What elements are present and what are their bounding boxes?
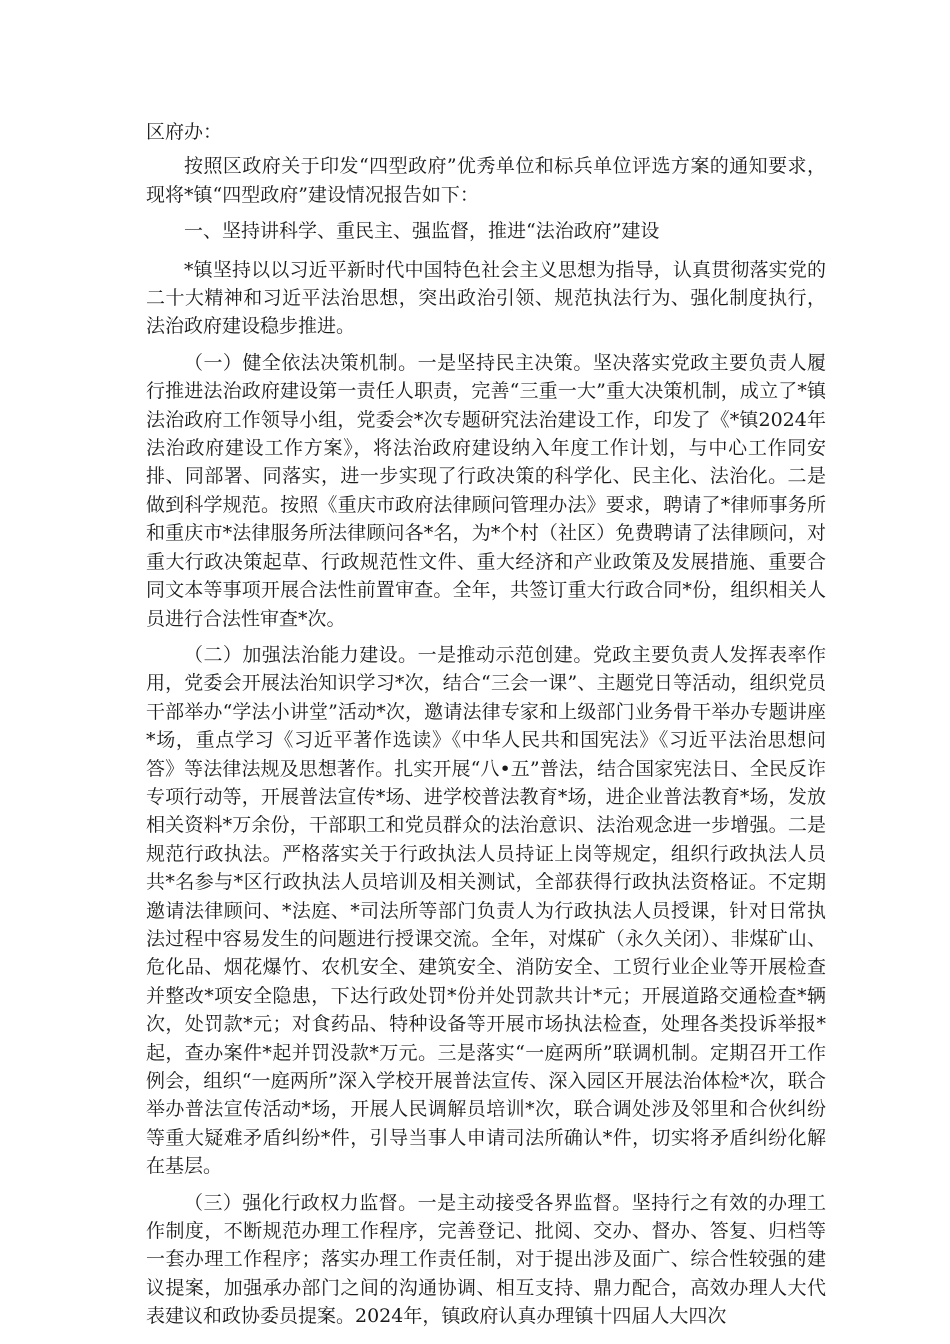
subsection-2-capacity-building: （二）加强法治能力建设。一是推动示范创建。党政主要负责人发挥表率作用，党委会开展法治知识学习*次，结合“三会一课”、主题党日等活动，组织党员干部举办“学法小讲堂”活动*次，邀请法律专家和上级部门业务骨干举办专题讲座*场，重点学习《习近平著作选读》《中华人民共和国宪法》《习近平法治思想问答》等法律法规及思想著作。扎实开展“八•五”普法，结合国家宪法日、全民反诈专项行动等，开展普法宣传*场、进学校普法教育*场，进企业普法教育*场，发放相关资料*万余份，干部职工和党员群众的法治意识、法治观念进一步增强。二是规范行政执法。严格落实关于行政执法人员持证上岗等规定，组织行政执法人员共*名参与*区行政执法人员培训及相关测试，全部获得行政执法资格证。不定期邀请法律顾问、*法庭、*司法所等部门负责人为行政执法人员授课，针对日常执法过程中容易发生的问题进行授课交流。全年，对煤矿（永久关闭）、非煤矿山、危化品、烟花爆竹、农机安全、建筑安全、消防安全、工贸行业企业等开展检查并整改*项安全隐患，下达行政处罚*份并处罚款共计*元；开展道路交通检查*辆次，处罚款*元；对食药品、特种设备等开展市场执法检查，处理各类投诉举报*起，查办案件*起并罚没款*万元。三是落实“一庭两所”联调机制。定期召开工作例会，组织“一庭两所”深入学校开展普法宣传、深入园区开展法治体检*次，联合举办普法宣传活动*场，开展人民调解员培训*次，联合调处涉及邻里和合伙纠纷等重大疑难矛盾纠纷*件，引导当事人申请司法所确认*件，切实将矛盾纠纷化解在基层。 bbox=[146, 643, 826, 1178]
subsection-3-power-supervision: （三）强化行政权力监督。一是主动接受各界监督。坚持行之有效的办理工作制度，不断规范办理工作程序，完善登记、批阅、交办、督办、答复、归档等一套办理工作程序；落实办理工作责任制，对于提出涉及面广、综合性较强的建议提案，加强承办部门之间的沟通协调、相互支持、鼎力配合，高效办理人大代表建议和政协委员提案。2024年，镇政府认真办理镇十四届人大四次 bbox=[146, 1191, 826, 1328]
salutation: 区府办： bbox=[146, 121, 223, 143]
subsection-1-decision-mechanism: （一）健全依法决策机制。一是坚持民主决策。坚决落实党政主要负责人履行推进法治政府建设第一责任人职责，完善“三重一大”重大决策机制，成立了*镇法治政府工作领导小组，党委会*次专题研究法治建设工作，印发了《*镇2024年法治政府建设工作方案》，将法治政府建设纳入年度工作计划，与中心工作同安排、同部署、同落实，进一步实现了行政决策的科学化、民主化、法治化。二是做到科学规范。按照《重庆市政府法律顾问管理办法》要求，聘请了*律师事务所和重庆市*法律服务所法律顾问各*名，为*个村（社区）免费聘请了法律顾问，对重大行政决策起草、行政规范性文件、重大经济和产业政策及发展措施、重要合同文本等事项开展合法性前置审查。全年，共签订重大行政合同*份，组织相关人员进行合法性审查*次。 bbox=[146, 351, 826, 630]
intro-paragraph: 按照区政府关于印发“四型政府”优秀单位和标兵单位评选方案的通知要求，现将*镇“四型政府”建设情况报告如下： bbox=[146, 155, 826, 206]
section-1-summary: *镇坚持以以习近平新时代中国特色社会主义思想为指导，认真贯彻落实党的二十大精神和习近平法治思想，突出政治引领、规范执法行为、强化制度执行，法治政府建设稳步推进。 bbox=[146, 258, 826, 338]
section-heading-1: 一、坚持讲科学、重民主、强监督，推进“法治政府”建设 bbox=[184, 220, 660, 243]
document-body bbox=[146, 118, 826, 1339]
